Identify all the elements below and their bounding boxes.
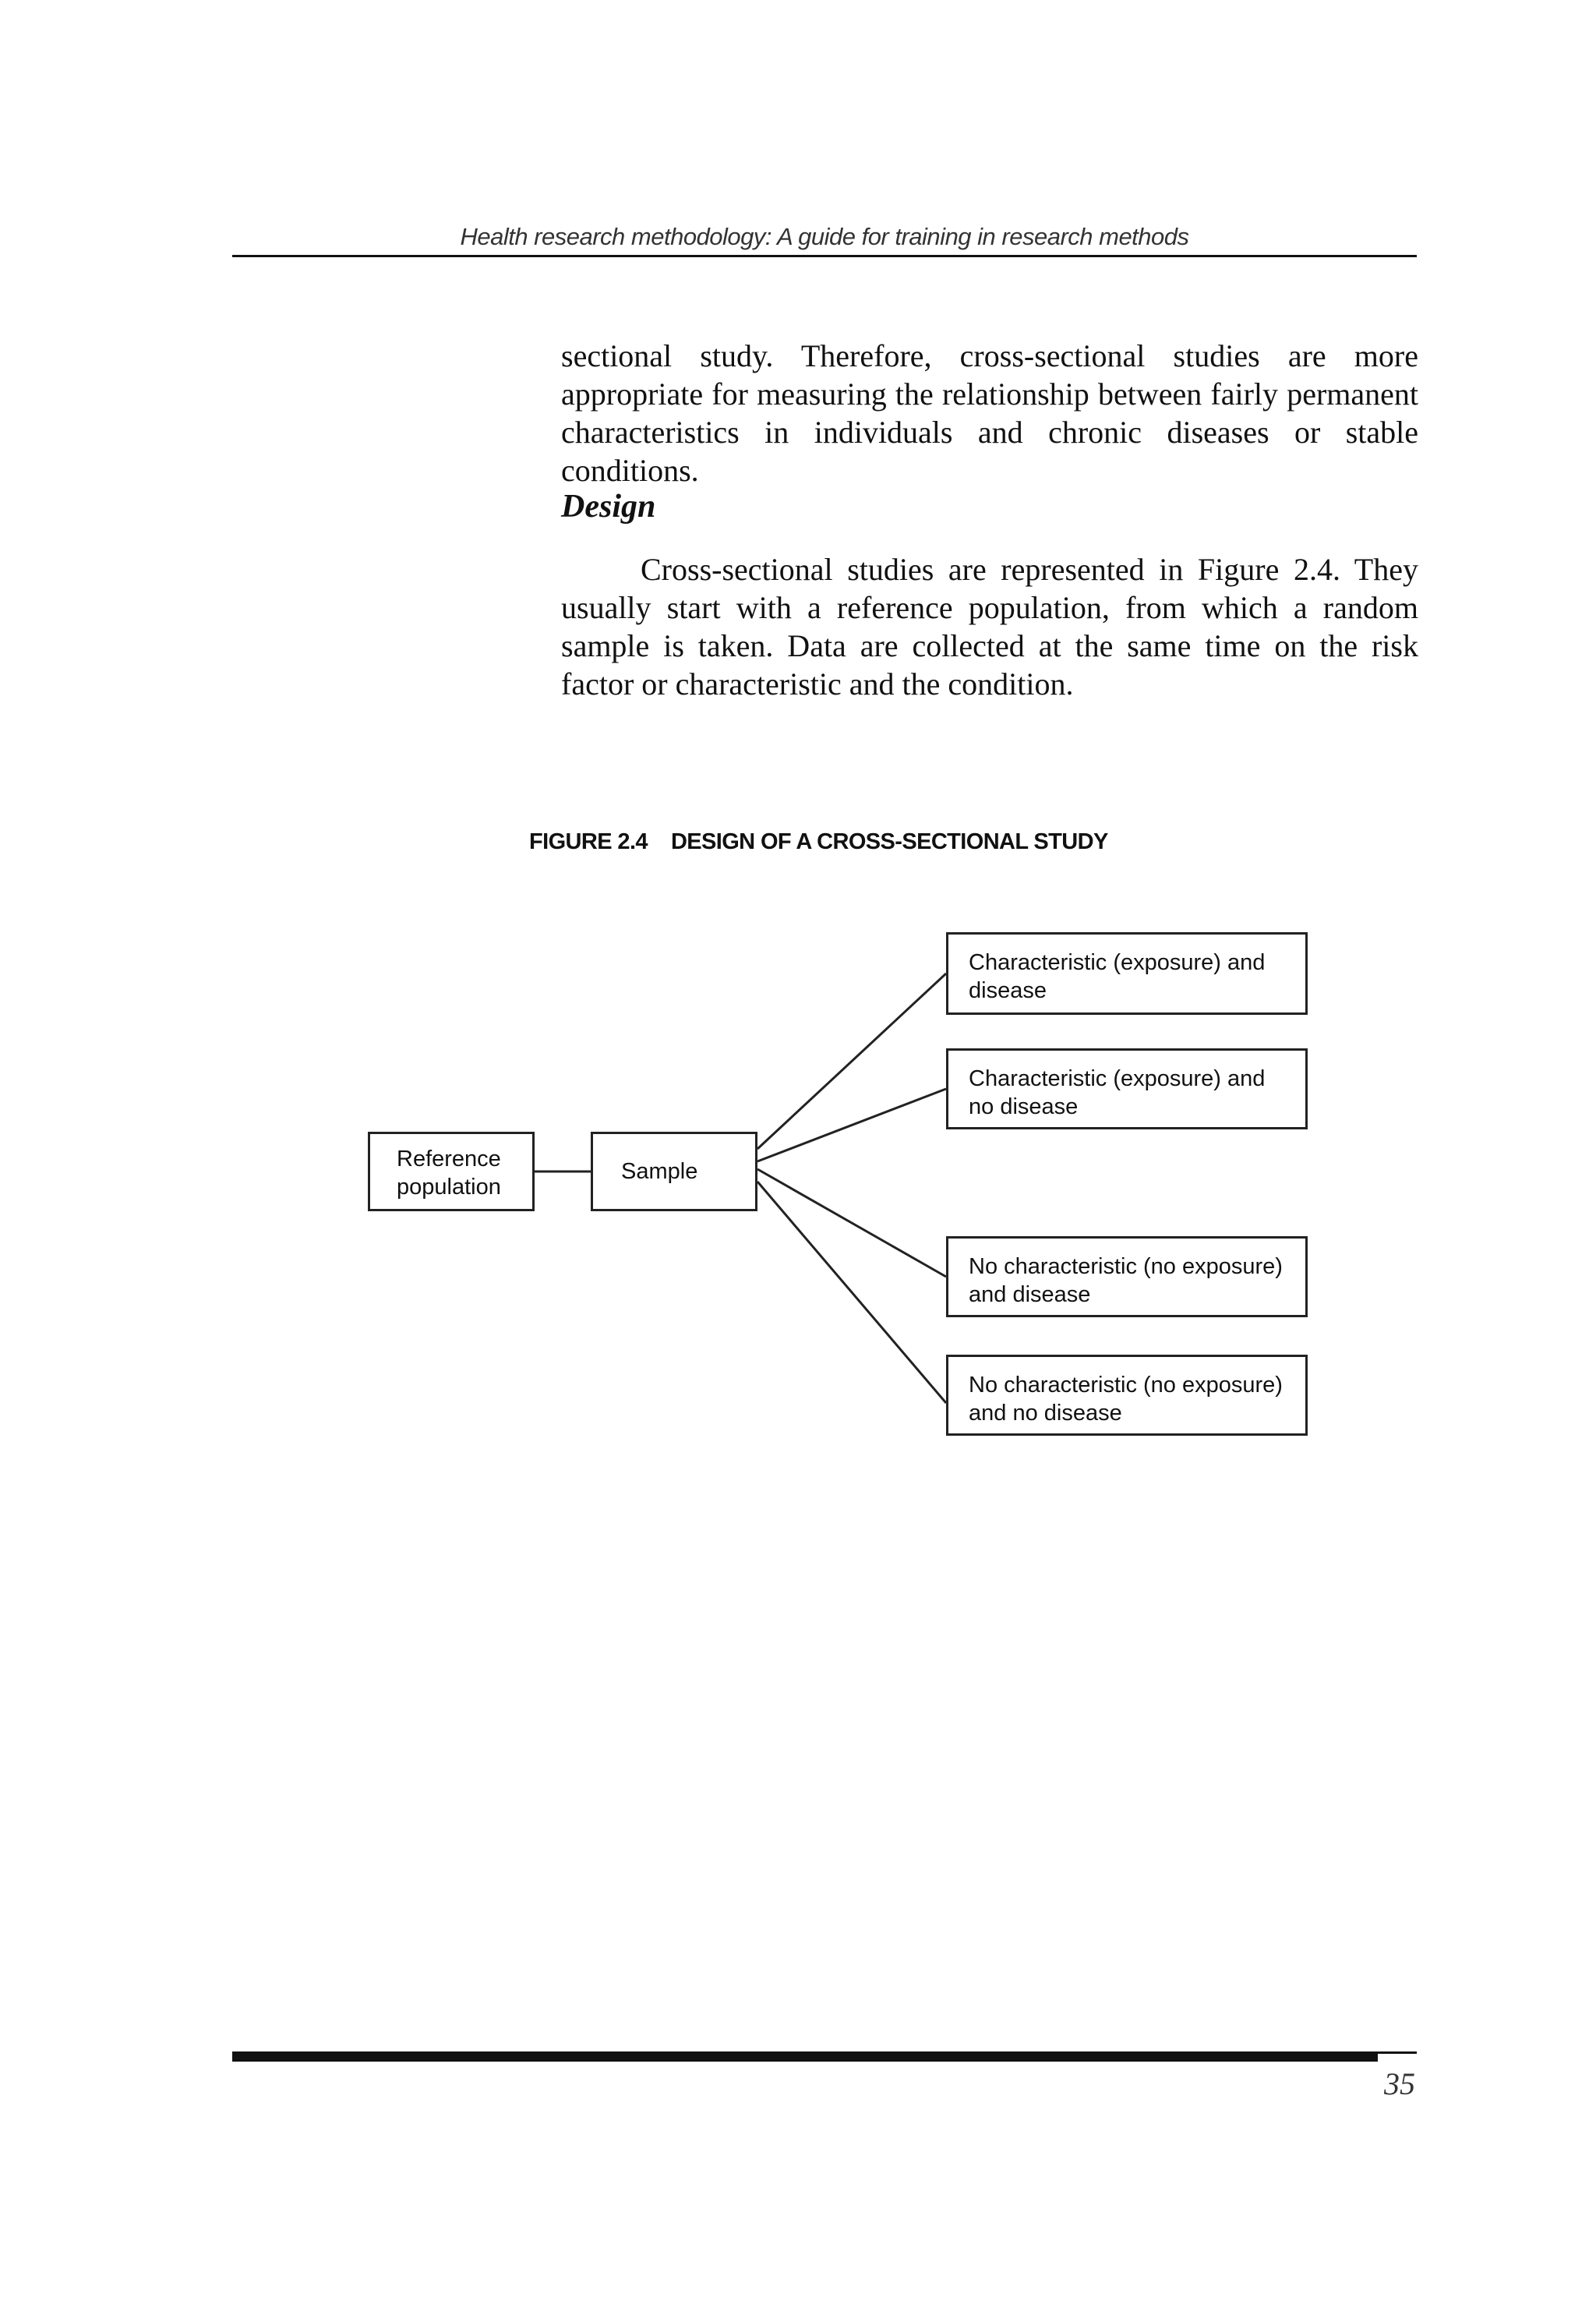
connector-sample-outcome-3	[757, 1169, 946, 1277]
paragraph-design: Cross-sectional studies are represented in Figure 2.4. They usually start with a reference population, from which a random sample is taken. Data are collected at the same time on the risk factor or characteristic and the condition.	[561, 552, 1418, 701]
figure-caption	[529, 829, 1108, 855]
outcome-label-line-2: disease	[969, 978, 1047, 1003]
connector-sample-outcome-1	[757, 974, 946, 1149]
outcome-label-line-1: No characteristic (no exposure)	[969, 1254, 1283, 1279]
footer-rule	[232, 2051, 1378, 2062]
footer-rule-thin	[1378, 2051, 1417, 2054]
outcome-label-line-1: Characteristic (exposure) and	[969, 1066, 1266, 1091]
paragraph-continuation: sectional study. Therefore, cross-sectional studies are more appropriate for measuring the relationship between fairly permanent characteristics in individuals and chronic diseases or stable conditions.	[561, 338, 1418, 488]
figure-title: DESIGN OF A CROSS-SECTIONAL STUDY	[670, 829, 1108, 854]
connector-sample-outcome-4	[757, 1182, 946, 1403]
outcome-label-line-1: Characteristic (exposure) and	[969, 950, 1266, 975]
figure-number: FIGURE 2.4	[529, 829, 648, 854]
sample-label: Sample	[621, 1159, 698, 1184]
sample-box	[591, 1132, 757, 1211]
outcome-box-exposure-no-disease	[946, 1048, 1308, 1129]
outcome-label-line-2: and disease	[969, 1282, 1091, 1307]
header-rule	[232, 255, 1417, 257]
outcome-label-line-2: no disease	[969, 1094, 1079, 1119]
outcome-label-line-1: No characteristic (no exposure)	[969, 1373, 1283, 1398]
reference-label-line-2: population	[397, 1175, 501, 1200]
outcome-label-line-2: and no disease	[969, 1401, 1122, 1426]
outcome-box-exposure-disease	[946, 932, 1308, 1015]
reference-label-line-1: Reference	[397, 1147, 501, 1171]
running-header: Health research methodology: A guide for training in research methods	[460, 223, 1189, 250]
outcome-box-no-exposure-no-disease	[946, 1355, 1308, 1436]
page-number: 35	[1384, 2066, 1415, 2101]
reference-population-box	[368, 1132, 535, 1211]
section-heading-design: Design	[561, 489, 656, 525]
outcome-box-no-exposure-disease	[946, 1236, 1308, 1317]
connector-sample-outcome-2	[757, 1089, 946, 1161]
